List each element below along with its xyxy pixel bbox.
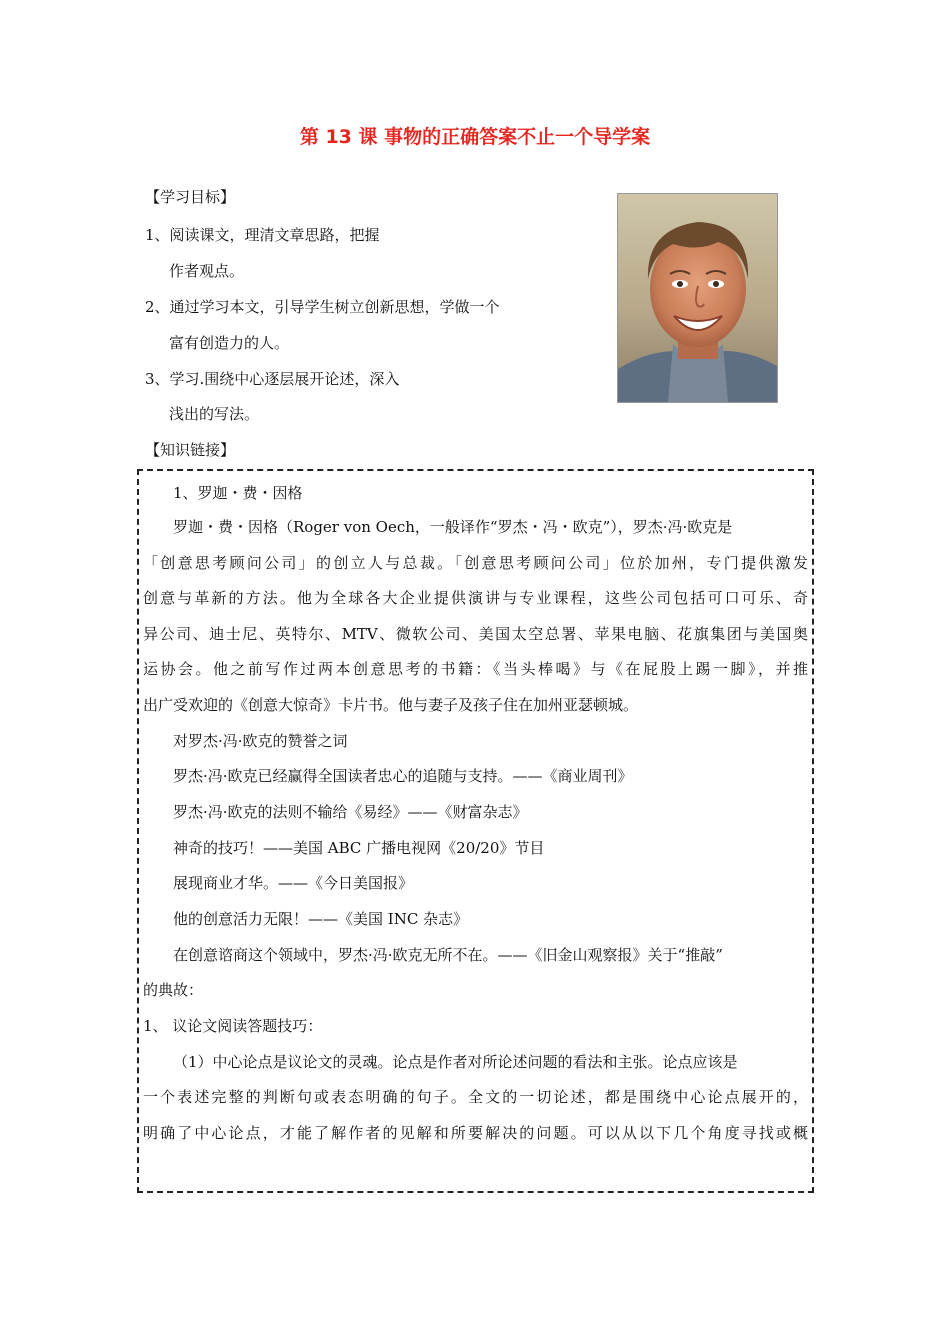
objectives-heading: 【学习目标】: [145, 188, 236, 206]
objective-line: 浅出的写法。: [169, 405, 260, 423]
knowledge-line: 运协会。他之前写作过两本创意思考的书籍：《当头棒喝》与《在屁股上踢一脚》，并推: [143, 660, 808, 678]
knowledge-line: 对罗杰·冯·欧克的赞誉之词: [173, 732, 348, 750]
knowledge-line: 创意与革新的方法。他为全球各大企业提供演讲与专业课程，这些公司包括可口可乐、奇: [143, 589, 808, 607]
knowledge-line: 出广受欢迎的《创意大惊奇》卡片书。他与妻子及孩子住在加州亚瑟顿城。: [143, 696, 639, 714]
knowledge-line: 1、 议论文阅读答题技巧：: [143, 1017, 323, 1035]
knowledge-line: （1）中心论点是议论文的灵魂。论点是作者对所论述问题的看法和主张。论点应该是: [173, 1053, 738, 1071]
objective-line: 富有创造力的人。: [169, 334, 290, 352]
knowledge-line: 神奇的技巧！——美国 ABC 广播电视网《20/20》节目: [173, 839, 545, 857]
knowledge-line: 他的创意活力无限！——《美国 INC 杂志》: [173, 910, 469, 928]
objective-line: 作者观点。: [169, 262, 245, 280]
objective-line: 2、通过学习本文，引导学生树立创新思想，学做一个: [145, 298, 500, 316]
knowledge-line: 异公司、迪士尼、英特尔、MTV、微软公司、美国太空总署、苹果电脑、花旗集团与美国奥: [143, 625, 808, 643]
page-title: 第 13 课 事物的正确答案不止一个导学案: [299, 126, 651, 148]
knowledge-line: 罗迦・费・因格（Roger von Oech，一般译作“罗杰・冯・欧克”），罗杰·冯·欧克是: [173, 518, 733, 536]
knowledge-link-box: [137, 469, 814, 1193]
knowledge-line: 展现商业才华。——《今日美国报》: [173, 874, 414, 892]
objective-line: 1、阅读课文，理清文章思路，把握: [145, 226, 380, 244]
knowledge-line: 「创意思考顾问公司」的创立人与总裁。「创意思考顾问公司」位於加州，专门提供激发: [143, 554, 808, 572]
author-portrait-image: [617, 193, 778, 403]
knowledge-line: 在创意谘商这个领域中，罗杰·冯·欧克无所不在。——《旧金山观察报》关于“推敲”: [173, 946, 723, 964]
knowledge-line: 罗杰·冯·欧克的法则不输给《易经》——《财富杂志》: [173, 803, 528, 821]
knowledge-line: 一个表述完整的判断句或表态明确的句子。全文的一切论述，都是围绕中心论点展开的，: [143, 1088, 808, 1106]
knowledge-line: 明确了中心论点，才能了解作者的见解和所要解决的问题。可以从以下几个角度寻找或概: [143, 1124, 808, 1142]
knowledge-heading: 【知识链接】: [145, 441, 236, 459]
objective-line: 3、学习.围绕中心逐层展开论述，深入: [145, 370, 400, 388]
knowledge-line: 罗杰·冯·欧克已经赢得全国读者忠心的追随与支持。——《商业周刊》: [173, 767, 633, 785]
knowledge-line: 1、罗迦・费・因格: [173, 484, 303, 502]
knowledge-line: 的典故：: [143, 981, 204, 999]
